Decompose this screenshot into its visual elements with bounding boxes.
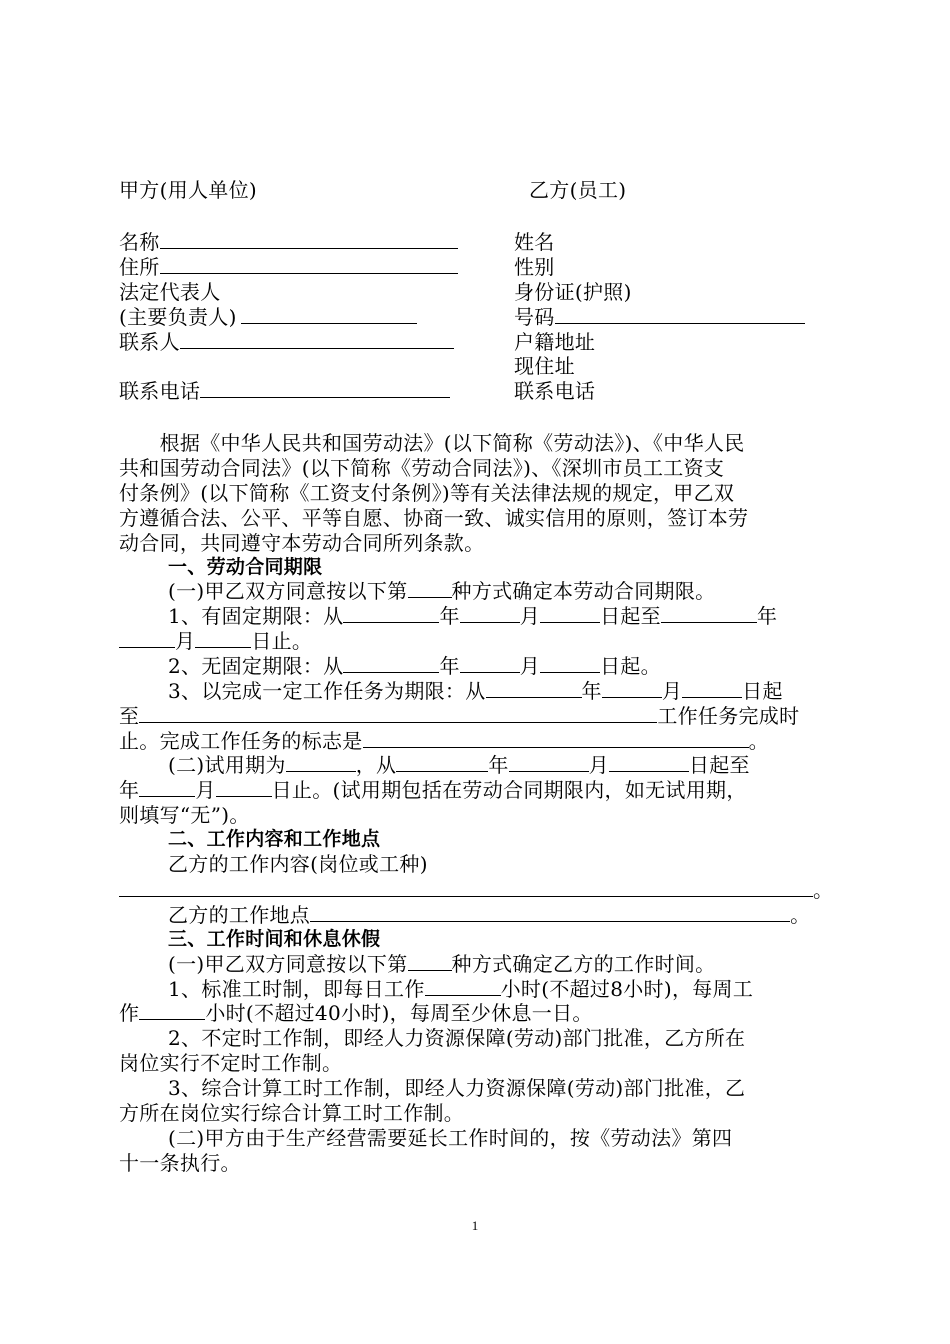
task-month-label: 月	[661, 679, 683, 703]
probation-end-month-label: 月	[195, 778, 216, 802]
section1-task-line-2	[119, 704, 835, 729]
party-a-legal-rep-row	[119, 280, 479, 305]
party-b-title: 乙方(员工)	[529, 178, 627, 202]
task-day-label: 日起	[742, 679, 783, 703]
section3-p1-text-b: 种方式确定乙方的工作时间。	[451, 952, 716, 976]
open-year-label: 年	[439, 654, 460, 678]
fixed-end-day-blank[interactable]	[195, 629, 251, 648]
page-number: 1	[471, 1218, 479, 1233]
party-b-number-row	[514, 305, 824, 330]
fixed-month-blank[interactable]	[460, 604, 520, 623]
section1-probation-note: 则填写“无”)。	[119, 803, 250, 827]
open-text: 2、无固定期限：从	[168, 654, 344, 678]
probation-length-blank[interactable]	[286, 753, 356, 772]
section1-fixed-line-2	[119, 629, 835, 654]
section3-title: 三、工作时间和休息休假	[168, 928, 381, 950]
work-location-period: 。	[790, 903, 811, 927]
party-a-principal-row	[119, 305, 479, 330]
section1-probation-line-2	[119, 778, 835, 803]
party-a-address-row	[119, 255, 479, 280]
fixed-year-blank[interactable]	[343, 604, 439, 623]
work-content-period: 。	[813, 878, 834, 902]
probation-day-blank[interactable]	[609, 753, 689, 772]
section1-title: 一、劳动合同期限	[168, 556, 323, 578]
party-a-phone-blank[interactable]	[200, 379, 450, 398]
party-b-number-blank[interactable]	[555, 305, 805, 324]
section2-content-row	[119, 878, 835, 903]
weekly-hours-blank[interactable]	[139, 1001, 205, 1020]
task-mark-blank[interactable]	[363, 729, 749, 748]
fixed-year-label: 年	[439, 604, 460, 628]
fixed-end-year-label: 年	[756, 604, 778, 628]
party-a-legal-rep-label: 法定代表人	[119, 280, 221, 304]
open-day-blank[interactable]	[540, 654, 600, 673]
party-b-gender-label: 性别	[514, 255, 555, 279]
intro-line-3: 付条例》(以下简称《工资支付条例》)等有关法律法规的规定，甲乙双	[119, 481, 735, 505]
section1-p1-text-a: (一)甲乙双方同意按以下第	[168, 579, 408, 603]
intro-line-2: 共和国劳动合同法》(以下简称《劳动合同法》)、《深圳市员工工资支	[119, 456, 725, 480]
party-a-title: 甲方(用人单位)	[119, 178, 258, 202]
task-mark-period: 。	[748, 729, 769, 753]
party-a-name-blank[interactable]	[160, 230, 458, 249]
fixed-text: 1、有固定期限：从	[168, 604, 344, 628]
work-time-method-blank[interactable]	[408, 952, 452, 971]
section3-ext-line-1: (二)甲方由于生产经营需要延长工作时间的，按《劳动法》第四	[168, 1126, 733, 1150]
probation-from-label: ，从	[355, 753, 397, 777]
work-content-blank[interactable]	[119, 878, 813, 897]
parties-header	[119, 178, 835, 203]
section3-comp-line-1: 3、综合计算工时工作制，即经人力资源保障(劳动)部门批准，乙	[168, 1076, 746, 1100]
party-a-name-label: 名称	[119, 230, 160, 254]
party-a-phone-row	[119, 379, 479, 404]
party-b-household-row	[514, 330, 824, 355]
work-location-label: 乙方的工作地点	[168, 903, 311, 927]
section3-comp-line-2: 方所在岗位实行综合计算工时工作制。	[119, 1101, 465, 1125]
task-done-label: 工作任务完成时	[657, 704, 800, 728]
party-a-contact-label: 联系人	[119, 330, 180, 354]
section3-p1	[168, 952, 884, 977]
probation-day-to-label: 日起至	[688, 753, 750, 777]
party-b-phone-row	[514, 379, 824, 404]
probation-month-blank[interactable]	[509, 753, 589, 772]
party-b-gender-row	[514, 255, 824, 280]
task-mark-label: 止。完成工作任务的标志是	[119, 729, 363, 753]
probation-text: (二)试用期为	[168, 753, 286, 777]
probation-year-label: 年	[488, 753, 509, 777]
party-b-current-address-row	[514, 354, 824, 379]
party-a-contact-blank[interactable]	[180, 330, 454, 349]
section3-p1-text-a: (一)甲乙双方同意按以下第	[168, 952, 408, 976]
party-b-name-row	[514, 230, 824, 255]
fixed-month-label: 月	[519, 604, 541, 628]
intro-line-5: 动合同，共同遵守本劳动合同所列条款。	[119, 531, 485, 555]
probation-month-label: 月	[588, 753, 609, 777]
task-to-label: 至	[119, 704, 140, 728]
probation-end-year-label: 年	[119, 778, 140, 802]
section3-flex-line-1: 2、不定时工作制，即经人力资源保障(劳动)部门批准，乙方所在	[168, 1026, 746, 1050]
probation-end-day-blank[interactable]	[216, 778, 272, 797]
section1-fixed-line	[168, 604, 884, 629]
task-year-label: 年	[581, 679, 602, 703]
party-a-contact-row	[119, 330, 479, 355]
std-text-c: 作	[119, 1001, 140, 1025]
party-b-current-address-label: 现住址	[514, 354, 575, 378]
party-a-principal-label: (主要负责人)	[119, 305, 237, 329]
section1-probation-line	[168, 753, 884, 778]
daily-hours-blank[interactable]	[425, 977, 501, 996]
party-b-phone-label: 联系电话	[514, 379, 596, 403]
open-year-blank[interactable]	[343, 654, 439, 673]
party-a-address-blank[interactable]	[160, 255, 458, 274]
section1-method-blank[interactable]	[408, 579, 452, 598]
probation-end-label: 日止。(试用期包括在劳动合同期限内，如无试用期，	[271, 778, 747, 802]
fixed-end-day-label: 日止。	[251, 629, 313, 653]
party-a-name-row	[119, 230, 479, 255]
party-a-phone-label: 联系电话	[119, 379, 201, 403]
fixed-end-month-label: 月	[175, 629, 196, 653]
section1-task-line	[168, 679, 884, 704]
section3-std-line-2	[119, 1001, 835, 1026]
fixed-day-to-label: 日起至	[600, 604, 661, 628]
section1-task-line-3	[119, 729, 835, 754]
party-b-number-label: 号码	[514, 305, 555, 329]
section1-p1-text-b: 种方式确定本劳动合同期限。	[451, 579, 716, 603]
open-day-label: 日起。	[600, 654, 661, 678]
section1-p1	[168, 579, 884, 604]
probation-year-blank[interactable]	[396, 753, 488, 772]
work-location-blank[interactable]	[310, 903, 790, 922]
task-month-blank[interactable]	[602, 679, 662, 698]
intro-line-1: 根据《中华人民共和国劳动法》(以下简称《劳动法》)、《中华人民	[119, 431, 745, 455]
task-year-blank[interactable]	[486, 679, 582, 698]
fixed-day-blank[interactable]	[540, 604, 600, 623]
party-a-address-label: 住所	[119, 255, 160, 279]
section2-title: 二、工作内容和工作地点	[168, 828, 381, 850]
party-b-household-label: 户籍地址	[514, 330, 596, 354]
section3-flex-line-2: 岗位实行不定时工作制。	[119, 1051, 343, 1075]
intro-line-4: 方遵循合法、公平、平等自愿、协商一致、诚实信用的原则，签订本劳	[119, 506, 749, 530]
task-end-blank[interactable]	[139, 704, 657, 723]
task-text: 3、以完成一定工作任务为期限：从	[168, 679, 486, 703]
section2-location-row	[168, 903, 884, 928]
section3-std-line	[168, 977, 884, 1002]
party-a-principal-blank[interactable]	[241, 305, 417, 324]
section1-open-line	[168, 654, 884, 679]
open-month-blank[interactable]	[460, 654, 520, 673]
party-b-id-row	[514, 280, 824, 305]
std-text-b: 小时(不超过8小时)，每周工	[500, 977, 754, 1001]
section2-content-label: 乙方的工作内容(岗位或工种)	[168, 852, 428, 876]
std-text-d: 小时(不超过40小时)，每周至少休息一日。	[205, 1001, 593, 1025]
party-b-name-label: 姓名	[514, 230, 555, 254]
fixed-end-month-blank[interactable]	[119, 629, 175, 648]
probation-end-month-blank[interactable]	[139, 778, 195, 797]
party-b-id-label: 身份证(护照)	[514, 280, 632, 304]
fixed-end-year-blank[interactable]	[661, 604, 757, 623]
std-text-a: 1、标准工时制，即每日工作	[168, 977, 425, 1001]
open-month-label: 月	[519, 654, 541, 678]
section3-ext-line-2: 十一条执行。	[119, 1151, 241, 1175]
task-day-blank[interactable]	[682, 679, 742, 698]
